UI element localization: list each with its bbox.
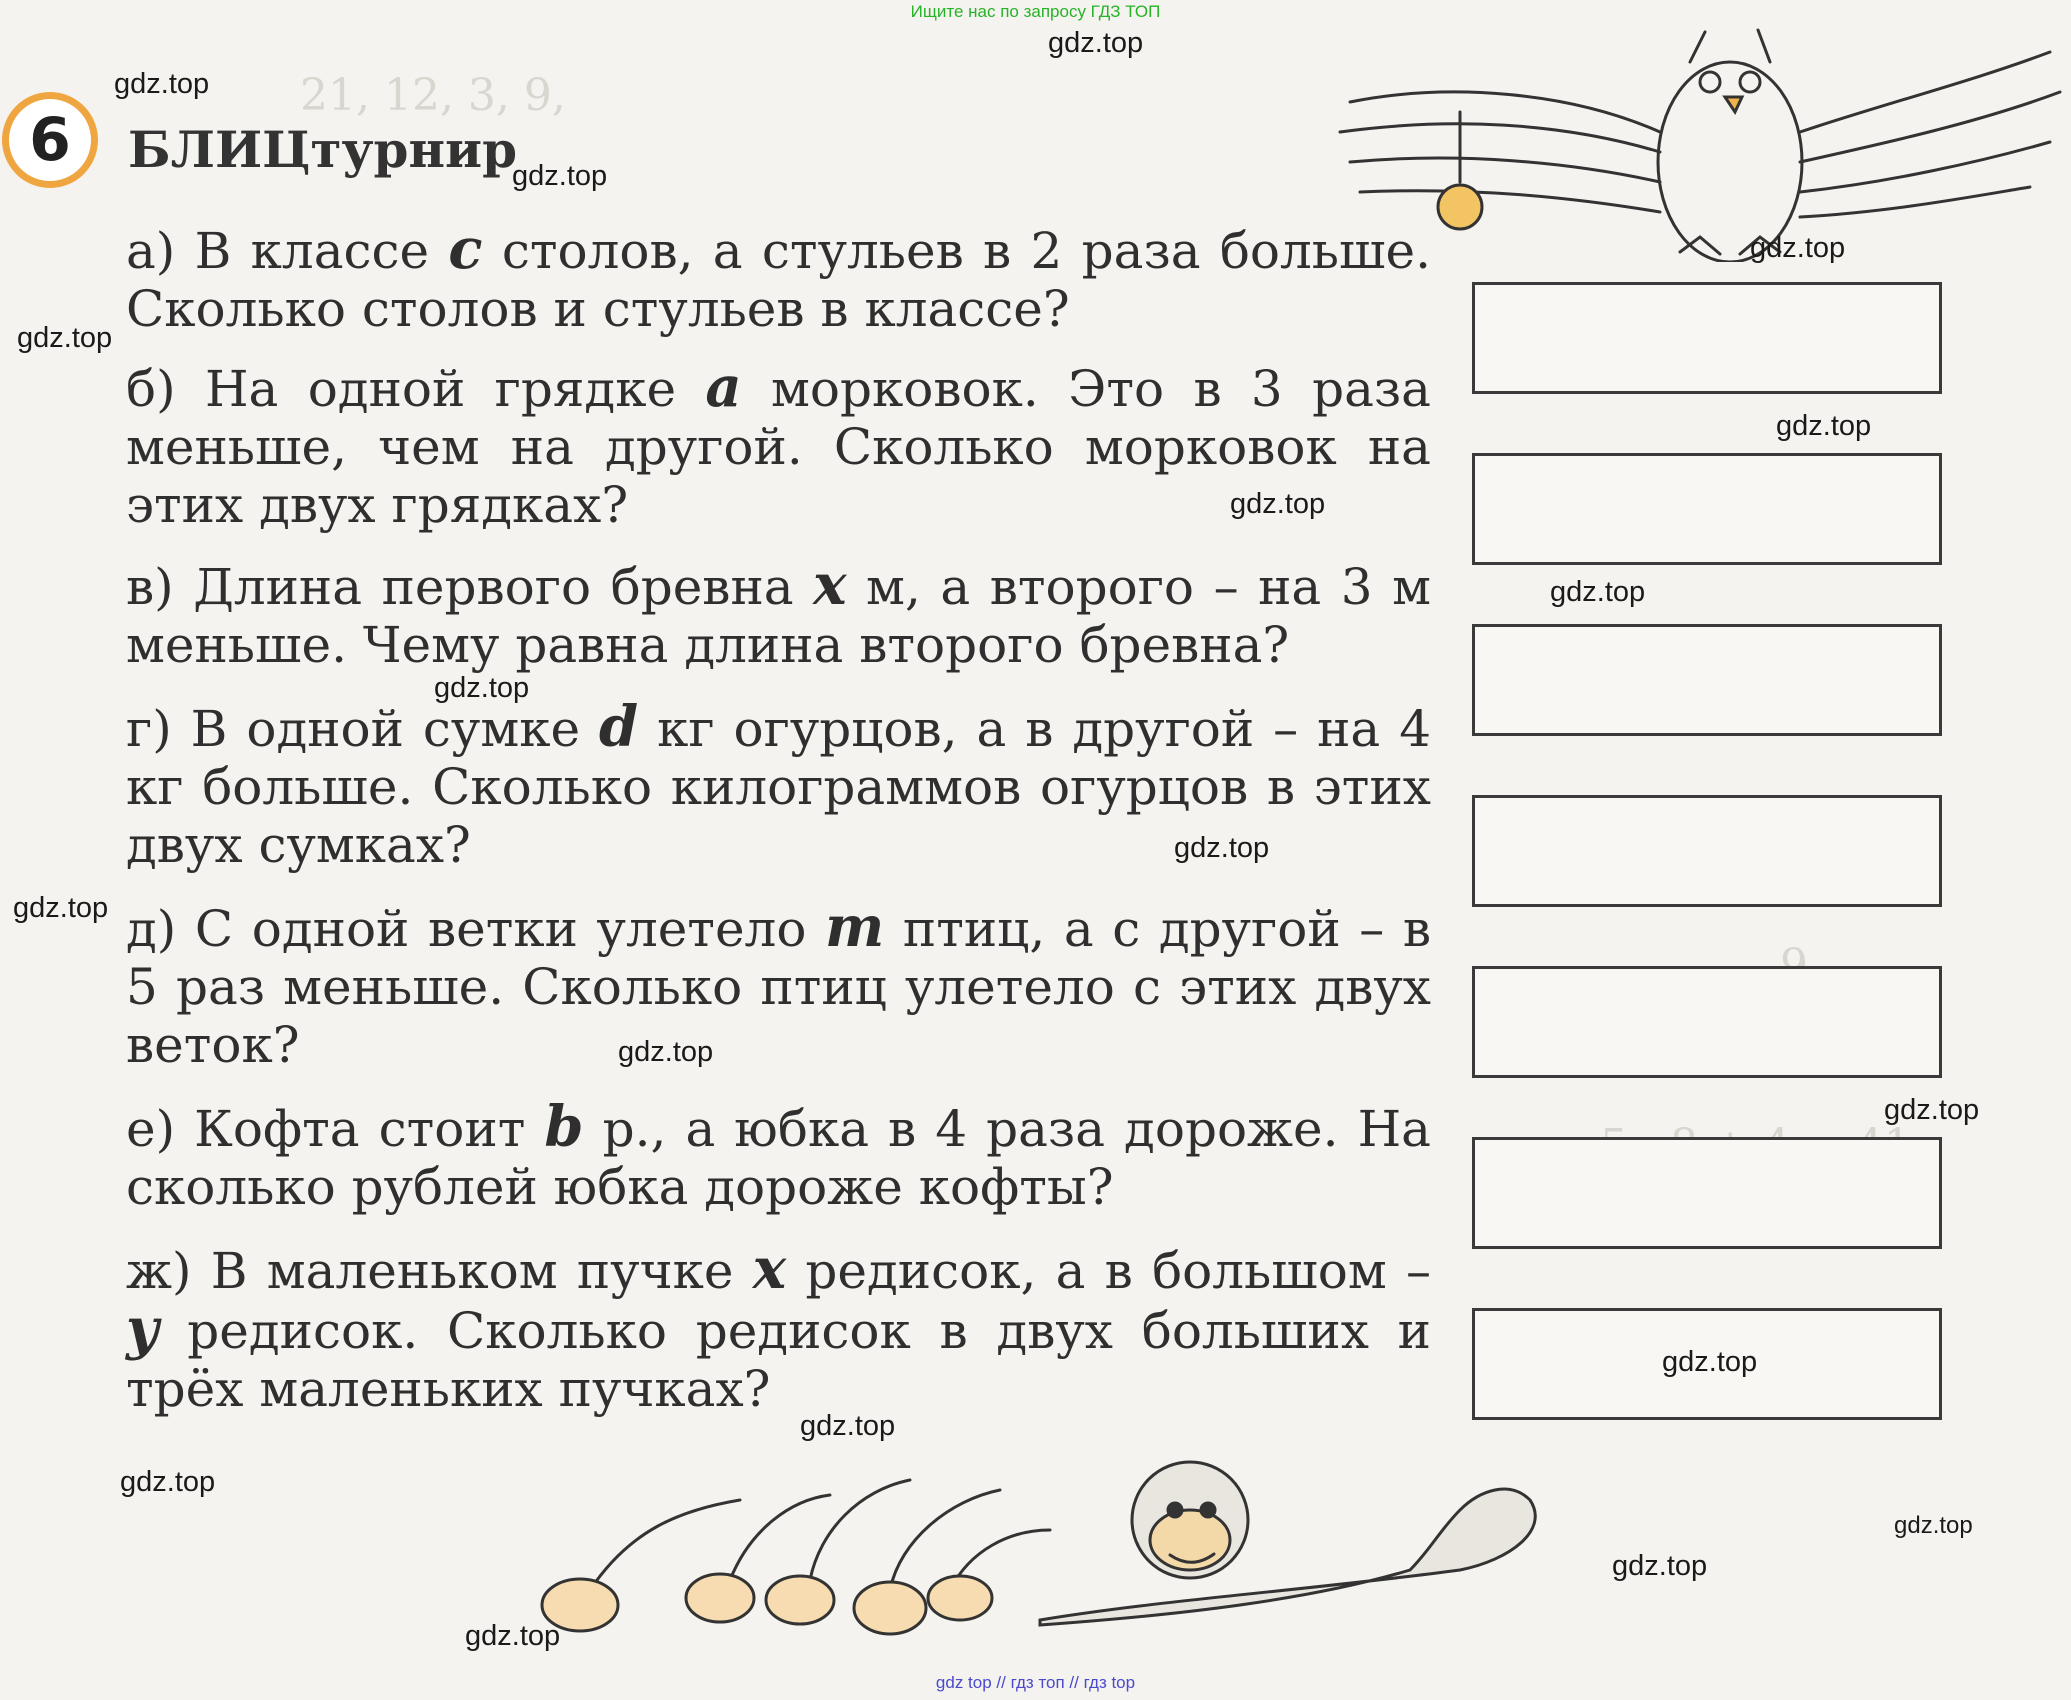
watermark: gdz.top	[1612, 1550, 1708, 1582]
watermark: gdz.top	[1894, 1512, 1973, 1539]
watermark: gdz.top	[114, 68, 210, 100]
watermark: gdz.top	[1776, 410, 1872, 442]
problem-zh: ж) В маленьком пучке x редисок, а в большом – y редисок. Сколько редисок в двух больших и трёх маленьких пучках?	[126, 1236, 1431, 1418]
watermark: gdz.top	[618, 1036, 714, 1068]
variable: x	[813, 552, 847, 618]
watermark: gdz.top	[800, 1410, 896, 1442]
top-banner[interactable]: Ищите нас по запросу ГДЗ ТОП	[910, 2, 1161, 21]
problem-d: д) С одной ветки улетело m птиц, а с другой – в 5 раз меньше. Сколько птиц улетело с этих двух веток?	[126, 894, 1431, 1074]
variable: y	[126, 1296, 159, 1362]
problem-e: е) Кофта стоит b р., а юбка в 4 раза дороже. На сколько рублей юбка дороже кофты?	[126, 1094, 1431, 1216]
bottom-banner[interactable]: gdz top // гдз топ // гдз top	[935, 1673, 1136, 1692]
watermark: gdz.top	[17, 322, 113, 354]
answer-box-a[interactable]	[1472, 282, 1942, 394]
variable: a	[705, 354, 742, 420]
variable: b	[544, 1094, 584, 1160]
exercise-title: БЛИЦтурнир	[128, 120, 518, 179]
watermark: gdz.top	[465, 1620, 561, 1652]
answer-box-e[interactable]	[1472, 1137, 1942, 1249]
answer-box-g[interactable]	[1472, 795, 1942, 907]
variable: c	[448, 216, 483, 282]
answer-box-d[interactable]	[1472, 966, 1942, 1078]
problem-b: б) На одной грядке a морковок. Это в 3 раза меньше, чем на другой. Сколько морковок на этих двух грядках?	[126, 354, 1431, 534]
watermark: gdz.top	[1174, 832, 1270, 864]
problem-a: а) В классе c столов, а стульев в 2 раза больше. Сколько столов и стульев в классе?	[126, 216, 1431, 338]
variable: m	[825, 894, 885, 960]
variable: x	[752, 1236, 787, 1302]
owl-illustration	[1330, 22, 2070, 262]
watermark: gdz.top	[120, 1466, 216, 1498]
watermark: gdz.top	[1230, 488, 1326, 520]
watermark: gdz.top	[1884, 1094, 1980, 1126]
watermark: gdz.top	[1750, 232, 1846, 264]
problem-g: г) В одной сумке d кг огурцов, а в другой – на 4 кг больше. Сколько килограммов огурцов в этих двух сумках?	[126, 694, 1431, 874]
watermark: gdz.top	[1662, 1346, 1758, 1378]
problem-v: в) Длина первого бревна x м, а второго – на 3 м меньше. Чему равна длина второго бревна?	[126, 552, 1431, 674]
watermark: gdz.top	[1550, 576, 1646, 608]
exercise-number-badge: 6	[2, 92, 98, 188]
answer-box-b[interactable]	[1472, 453, 1942, 565]
answer-box-v[interactable]	[1472, 624, 1942, 736]
watermark: gdz.top	[1048, 27, 1144, 59]
radishes-illustration	[530, 1470, 1070, 1640]
monkey-illustration	[1010, 1450, 1570, 1650]
watermark: gdz.top	[434, 672, 530, 704]
watermark: gdz.top	[13, 892, 109, 924]
watermark: gdz.top	[512, 160, 608, 192]
variable: d	[599, 694, 639, 760]
